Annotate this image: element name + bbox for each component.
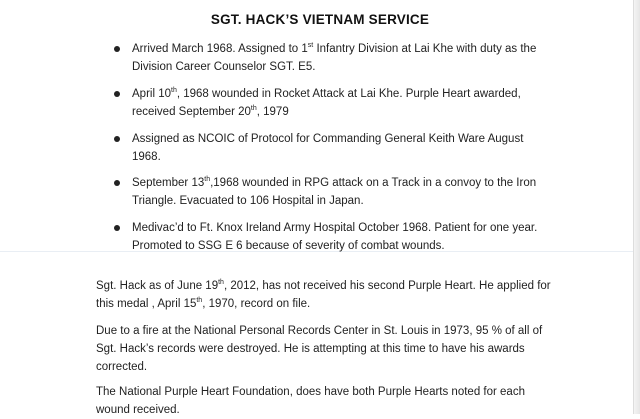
body-paragraph	[96, 322, 566, 376]
text-segment: wound received.	[96, 404, 180, 416]
bullet-dot-icon	[114, 225, 120, 231]
text-segment: September 13	[132, 177, 205, 189]
ordinal-superscript: th	[196, 297, 203, 305]
text-segment: , 1968 wounded in Rocket Attack at Lai Khe. Purple Heart awarded,	[176, 88, 521, 100]
text-segment: Division Career Counselor SGT. E5.	[132, 61, 316, 73]
text-segment: Promoted to SSG E 6 because of severity of combat wounds.	[132, 240, 445, 252]
bullet-dot-icon	[114, 91, 120, 97]
text-segment: received September 20	[132, 106, 251, 118]
text-segment: Triangle. Evacuated to 106 Hospital in Japan.	[132, 195, 364, 207]
ordinal-superscript: th	[218, 279, 224, 287]
bullet-line	[132, 58, 562, 76]
bullet-line	[132, 219, 562, 237]
paragraph-line	[96, 358, 566, 376]
bullet-dot-icon	[114, 46, 120, 52]
paragraph-line	[96, 383, 566, 401]
bullet-line	[132, 130, 562, 148]
paragraph-line	[96, 295, 566, 313]
service-bullet	[132, 130, 562, 166]
service-bullet	[132, 174, 562, 210]
text-segment: corrected.	[96, 361, 148, 373]
text-segment: , 1979	[256, 106, 289, 118]
bullet-line	[132, 148, 562, 166]
service-bullet	[132, 85, 562, 121]
paragraph-line	[96, 340, 566, 358]
page-edge	[633, 0, 640, 414]
bullet-dot-icon	[114, 180, 120, 186]
text-segment: Infantry Division at Lai Khe with duty as the	[313, 43, 537, 55]
text-segment: Sgt. Hack as of June 19	[96, 280, 219, 292]
text-segment: Due to a fire at the National Personal Records Center in St. Louis in 1973, 95 % of all of	[96, 325, 543, 337]
bullet-line	[132, 40, 562, 58]
bullet-line	[132, 192, 562, 210]
paragraph-line	[96, 322, 566, 340]
text-segment: Medivac’d to Ft. Knox Ireland Army Hospital October 1968. Patient for one year.	[132, 222, 538, 234]
text-segment: 1968.	[132, 151, 161, 163]
text-segment: April 10	[132, 88, 171, 100]
ordinal-superscript: th	[171, 87, 177, 95]
body-paragraph	[96, 277, 566, 313]
text-segment: Assigned as NCOIC of Protocol for Commanding General Keith Ware August	[132, 133, 524, 145]
document-title: SGT. HACK’S VIETNAM SERVICE	[210, 12, 430, 27]
text-segment: ,1968 wounded in RPG attack on a Track in a convoy to the Iron	[210, 177, 537, 189]
service-bullet	[132, 219, 562, 255]
text-segment: Arrived March 1968. Assigned to 1	[132, 43, 308, 55]
ordinal-superscript: th	[204, 176, 211, 184]
text-segment: The National Purple Heart Foundation, does have both Purple Hearts noted for each	[96, 386, 525, 398]
text-segment: Sgt. Hack’s records were destroyed. He is attempting at this time to have his awards	[96, 343, 525, 355]
bullet-line	[132, 103, 562, 121]
paragraph-line	[96, 277, 566, 295]
ordinal-superscript: st	[307, 42, 314, 50]
bullet-line	[132, 85, 562, 103]
bullet-line	[132, 174, 562, 192]
text-segment: this medal , April 15	[96, 298, 197, 310]
bullet-line	[132, 237, 562, 255]
service-bullet	[132, 40, 562, 76]
ordinal-superscript: th	[250, 105, 257, 113]
text-segment: , 2012, has not received his second Purple Heart. He applied for	[223, 280, 551, 292]
paragraph-line	[96, 401, 566, 419]
bullet-dot-icon	[114, 136, 120, 142]
text-segment: , 1970, record on file.	[202, 298, 311, 310]
